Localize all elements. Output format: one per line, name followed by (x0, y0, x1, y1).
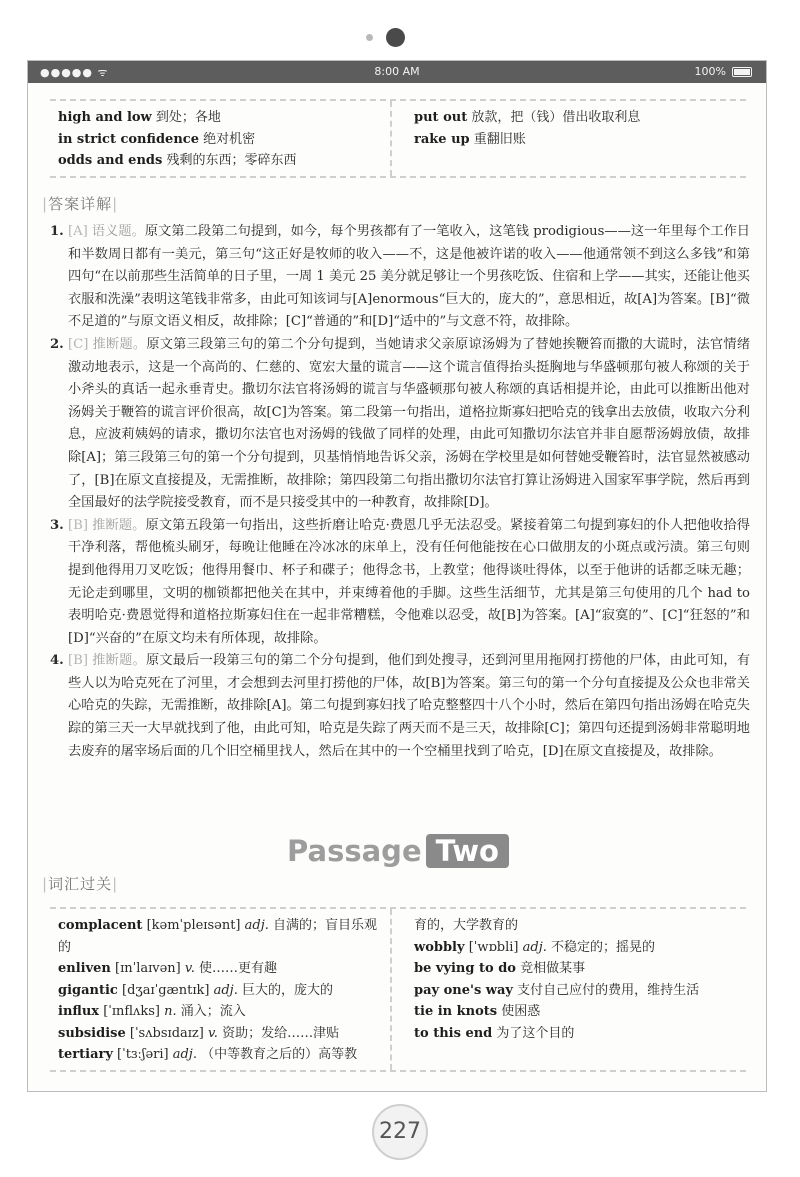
vocab-item (58, 1023, 380, 1045)
answer-type: 推断题。 (92, 336, 147, 352)
battery-percent: 100% (694, 65, 726, 78)
vocab-item (58, 107, 380, 129)
vocab-term: influx (58, 1004, 100, 1019)
vocab-definition: 竞相做某事 (520, 961, 586, 976)
vocab-item (58, 1001, 380, 1023)
vocab-definition: 使……更有趣 (198, 961, 277, 976)
answer-key: [C] (68, 336, 89, 352)
answer-text: 原文第二段第二句提到，如今，每个男孩都有了一笔收入，这笔钱 prodigious——这一年里每个工作日和半数周日都有一美元，第三句“这正好是牧师的收入——不，这是他被许诺的收入——他通常领不到这么多钱”和第四句“在以前那些生活简单的日子里，一周 1 美元 25 美分就足够让一个男孩吃饭、住宿和上学——其实，还能让他买衣服和洗澡”表明这笔钱非常多，由此可知该词与[A]enormous“巨大的，庞大的”，意思相近，故[A]为答案。[B]“微不足道的”与原文语义相反，故排除；[C]“普通的”和[D]“适中的”与文意不符，故排除。 (68, 224, 750, 330)
vocab-term: tie in knots (414, 1004, 498, 1019)
vocab-phonetic: [ˈsʌbsɪdaɪz] (129, 1025, 204, 1041)
vocab-phonetic: [ˈɪnflʌks] (103, 1004, 160, 1019)
vocab-item (414, 958, 736, 980)
answer-text: 原文最后一段第三句的第二个分句提到，他们到处搜寻，还到河里用拖网打捞他的尸体，由此可知，有些人以为哈克死在了河里，才会想到去河里打捞他的尸体，故[B]为答案。第三句的第一个分句直接提及公众也非常关心哈克的失踪，无需推断，故排除[A]。第二句提到寡妇找了哈克整整四十八个小时，然后在第四句指出汤姆在哈克失踪的第三天一大早就找到了他，由此可知，哈克是失踪了两天而不是三天，故排除[C]；第四句还提到汤姆非常聪明地去废弃的屠宰场后面的几个旧空桶里找人，然后在其中的一个空桶里找到了哈克，[D]在原文直接提及，故排除。 (68, 653, 751, 759)
vocab-phonetic: [ˈwɒbli] (468, 939, 519, 955)
vocab-term: to this end (414, 1025, 493, 1041)
vocab-term: subsidise (58, 1025, 126, 1041)
page-number: 227 (372, 1104, 428, 1160)
vocab-item (58, 980, 380, 1002)
vocab-term: tertiary (58, 1047, 113, 1062)
vocab-pos: v. (208, 1025, 218, 1041)
vocab-pos: v. (184, 961, 195, 976)
tablet-screen (27, 60, 767, 1092)
vocab-heading: |词汇过关| (42, 875, 119, 893)
vocab-definition: 资助；发给……津贴 (222, 1025, 340, 1041)
vocab-phonetic: [dʒaɪˈgæntɪk] (122, 982, 210, 998)
answer-number: 3. (50, 517, 64, 533)
answer-key: [A] (68, 224, 88, 239)
status-bar (28, 61, 766, 83)
vocab-definition: 绝对机密 (203, 131, 256, 147)
vocab-term: enliven (58, 961, 111, 976)
vocab-item (58, 915, 380, 958)
answer-item (50, 515, 750, 651)
vocab-term: high and low (58, 110, 152, 125)
vocab-definition: 放款，把（钱）借出收取利息 (471, 110, 641, 125)
vocab-item (58, 958, 380, 980)
vocab-phonetic: [ˈtɜːʃəri] (117, 1047, 169, 1062)
camera-indicator (0, 28, 800, 48)
vocab-definition: 为了这个目的 (496, 1025, 575, 1041)
top-vocab-left (50, 101, 390, 176)
vocab-definition: 残剩的东西；零碎东西 (166, 153, 297, 168)
vocab-phonetic: [kəmˈpleɪsənt] (146, 918, 241, 933)
vocab-item (58, 150, 380, 172)
vocab-definition: 巨大的，庞大的 (242, 982, 334, 998)
vocab-pos: adj. (213, 982, 238, 998)
vocab-definition: 重翻旧账 (473, 131, 526, 147)
answer-number: 1. (50, 224, 64, 239)
vocab-term: odds and ends (58, 153, 163, 168)
vocab-term: complacent (58, 918, 143, 933)
answer-item (50, 221, 750, 334)
answers-heading: |答案详解| (42, 195, 119, 213)
vocab-item (58, 1044, 380, 1066)
answer-type: 推断题。 (91, 653, 146, 669)
vocab-pos: adj. (244, 918, 269, 933)
vocab-definition: 到处；各地 (155, 110, 221, 125)
battery-icon (732, 67, 752, 77)
vocab-definition: （中等教育之后的）高等教 (201, 1047, 358, 1062)
answer-type: 推断题。 (91, 517, 146, 533)
answer-type: 语义题。 (91, 224, 145, 239)
vocab-item (58, 129, 380, 151)
answer-number: 2. (50, 336, 64, 352)
vocab-pos: adj. (172, 1047, 197, 1062)
vocab-item (414, 1001, 736, 1023)
camera-lens (386, 28, 405, 47)
bottom-vocab-left (50, 909, 390, 1070)
passage-number-badge: Two (426, 834, 509, 868)
vocab-definition: 育的，大学教育的 (414, 918, 519, 933)
vocab-phonetic: [ɪnˈlaɪvən] (115, 961, 181, 976)
top-vocab-box (50, 99, 746, 178)
vocab-item (414, 915, 736, 937)
camera-dot-small (366, 34, 373, 41)
vocab-definition: 使困惑 (501, 1004, 541, 1019)
top-vocab-right (390, 101, 746, 176)
vocab-definition: 支付自己应付的费用，维持生活 (517, 982, 700, 998)
vocab-term: be vying to do (414, 961, 516, 976)
answer-number: 4. (50, 653, 64, 669)
vocab-pos: adj. (522, 939, 547, 955)
battery-status (695, 65, 752, 78)
answer-key: [B] (68, 517, 88, 533)
status-time: 8:00 AM (374, 65, 420, 78)
vocab-heading-text: 词汇过关 (48, 875, 113, 893)
vocab-item (414, 980, 736, 1002)
answers-list (50, 221, 750, 763)
vocab-definition: 涌入；流入 (180, 1004, 246, 1019)
vocab-item (414, 1023, 736, 1045)
vocab-pos: n. (164, 1004, 177, 1019)
vocab-term: put out (414, 110, 468, 125)
signal-icon: ●●●●● ᯤ (40, 66, 109, 79)
vocab-item (414, 937, 736, 959)
answer-item (50, 334, 750, 515)
vocab-term: pay one's way (414, 982, 513, 998)
answer-item (50, 650, 750, 763)
vocab-term: in strict confidence (58, 131, 199, 147)
vocab-term: gigantic (58, 982, 118, 998)
bottom-vocab-box (50, 907, 746, 1072)
answers-heading-text: 答案详解 (48, 195, 113, 213)
vocab-item (414, 107, 736, 129)
answer-text: 原文第五段第一句指出，这些折磨让哈克·费恩几乎无法忍受。紧接着第二句提到寡妇的仆人把他收拾得干净利落，帮他梳头刷牙，每晚让他睡在冷冰冰的床单上，没有任何他能按在心口做朋友的小斑点或污渍。第三句则提到他得用刀叉吃饭；他得用餐巾、杯子和碟子；他得念书，上教堂；他得谈吐得体，以至于他讲的话都乏味无趣；无论走到哪里，文明的枷锁都把他关在其中，并束缚着他的手脚。这些生活细节，尤其是第三句使用的几个 had to 表明哈克·费恩觉得和道格拉斯寡妇住在一起非常糟糕，令他难以忍受，故[B]为答案。[A]“寂寞的”、[C]“狂怒的”和[D]“兴奋的”在原文均未有所体现，故排除。 (68, 517, 750, 646)
vocab-definition: 自满的；盲目乐观的 (58, 918, 378, 955)
vocab-item (414, 129, 736, 151)
passage-word: Passage (287, 834, 422, 868)
passage-title (28, 834, 768, 868)
answer-text: 原文第三段第三句的第二个分句提到，当她请求父亲原谅汤姆为了替她挨鞭笞而撒的大谎时，法官情绪激动地表示，这是一个高尚的、仁慈的、宽宏大量的谎言——这个谎言值得抬头挺胸地与华盛顿那句被人称颂的关于小斧头的真话一起永垂青史。撒切尔法官将汤姆的谎言与华盛顿那句被人称颂的真话相提并论，由此可以推断出他对汤姆关于鞭笞的谎言评价很高，故[C]为答案。第二段第一句指出，道格拉斯寡妇把哈克的钱拿出去放债，收取六分利息，应波莉姨妈的请求，撒切尔法官也对汤姆的钱做了同样的处理，由此可知撒切尔法官并非自愿帮汤姆放债，故排除[A]；第三段第三句的第一个分句提到，贝基悄悄地告诉父亲，汤姆在学校里是如何替她受鞭笞时，法官显然被感动了，[B]在原文直接提及，无需推断，故排除；第四段第二句指出撒切尔法官打算让汤姆进入国家军事学院，然后再到全国最好的法学院接受教育，而不是只接受其中的一种教育，故排除[D]。 (68, 336, 751, 511)
vocab-definition: 不稳定的；摇晃的 (551, 939, 656, 955)
bottom-vocab-right (390, 909, 746, 1070)
vocab-term: wobbly (414, 939, 465, 955)
vocab-term: rake up (414, 131, 470, 147)
answer-key: [B] (68, 653, 88, 669)
